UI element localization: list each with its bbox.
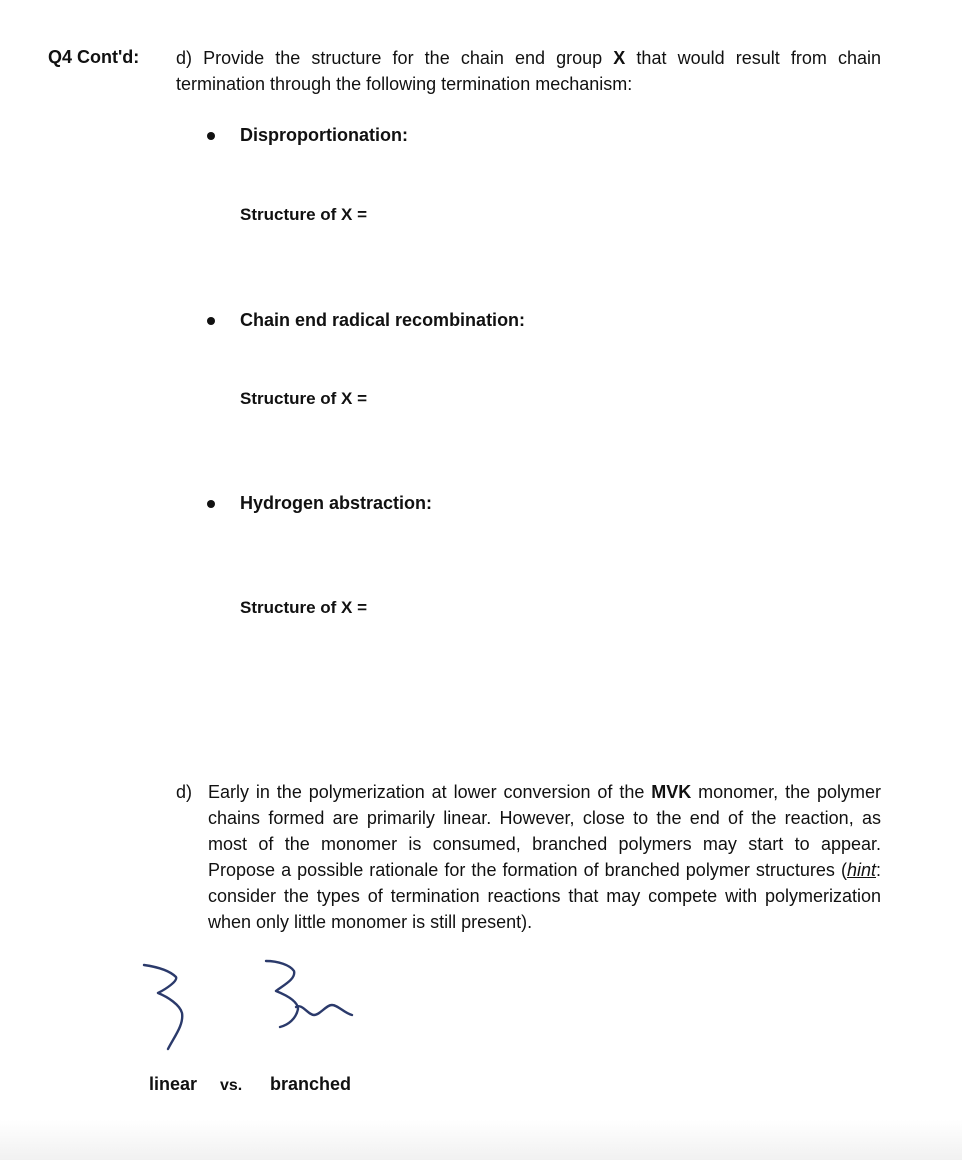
hint-label: hint [846,860,876,880]
mvk-label: MVK [651,782,692,802]
mechanism-title: Hydrogen abstraction: [240,493,433,513]
question-label: Q4 Cont'd: [48,47,140,67]
mechanism-hydrogen-abstraction [207,493,432,514]
linear-polymer-squiggle [144,965,182,1049]
caption-vs: vs. [220,1077,243,1094]
polymer-branch [296,1005,352,1015]
bullet-icon [207,500,215,508]
part-d2-question [208,779,881,935]
part-d2-label: d) [176,782,193,802]
bullet-icon [207,317,215,325]
sketch-ink [144,961,352,1049]
caption-branched: branched [270,1074,352,1094]
mechanism-title: Disproportionation: [240,125,408,145]
structure-answer-label: Structure of X = [240,389,368,408]
structure-answer-label: Structure of X = [240,598,368,617]
question-text: Early in the polymerization at lower conversion of the [208,782,652,802]
chain-end-x-label: X [613,48,626,68]
structure-answer-label: Structure of X = [240,205,368,224]
instruction-text-start: d) Provide the structure for the chain end group [176,48,614,68]
caption-linear: linear [149,1074,198,1094]
bullet-icon [207,132,215,140]
branched-polymer-squiggle [266,961,298,1027]
instruction-text-end: that would result from chain termination through the following termination mechanism: [176,48,882,94]
mechanism-radical-recombination [207,310,525,331]
question-text: : consider the types of termination reactions that may compete with polymerization when only little monomer is still present). [208,860,881,932]
question-text: monomer, the polymer chains formed are primarily linear. However, close to the end of the reaction, as most of the monomer is consumed, branched polymers may start to appear. Propose a possible rationale for the formation of branched polymer structures ( [208,782,882,880]
polymer-sketch [130,945,390,1065]
mechanism-title: Chain end radical recombination: [240,310,526,330]
part-d-instruction [176,45,881,97]
mechanism-disproportionation [207,125,408,146]
